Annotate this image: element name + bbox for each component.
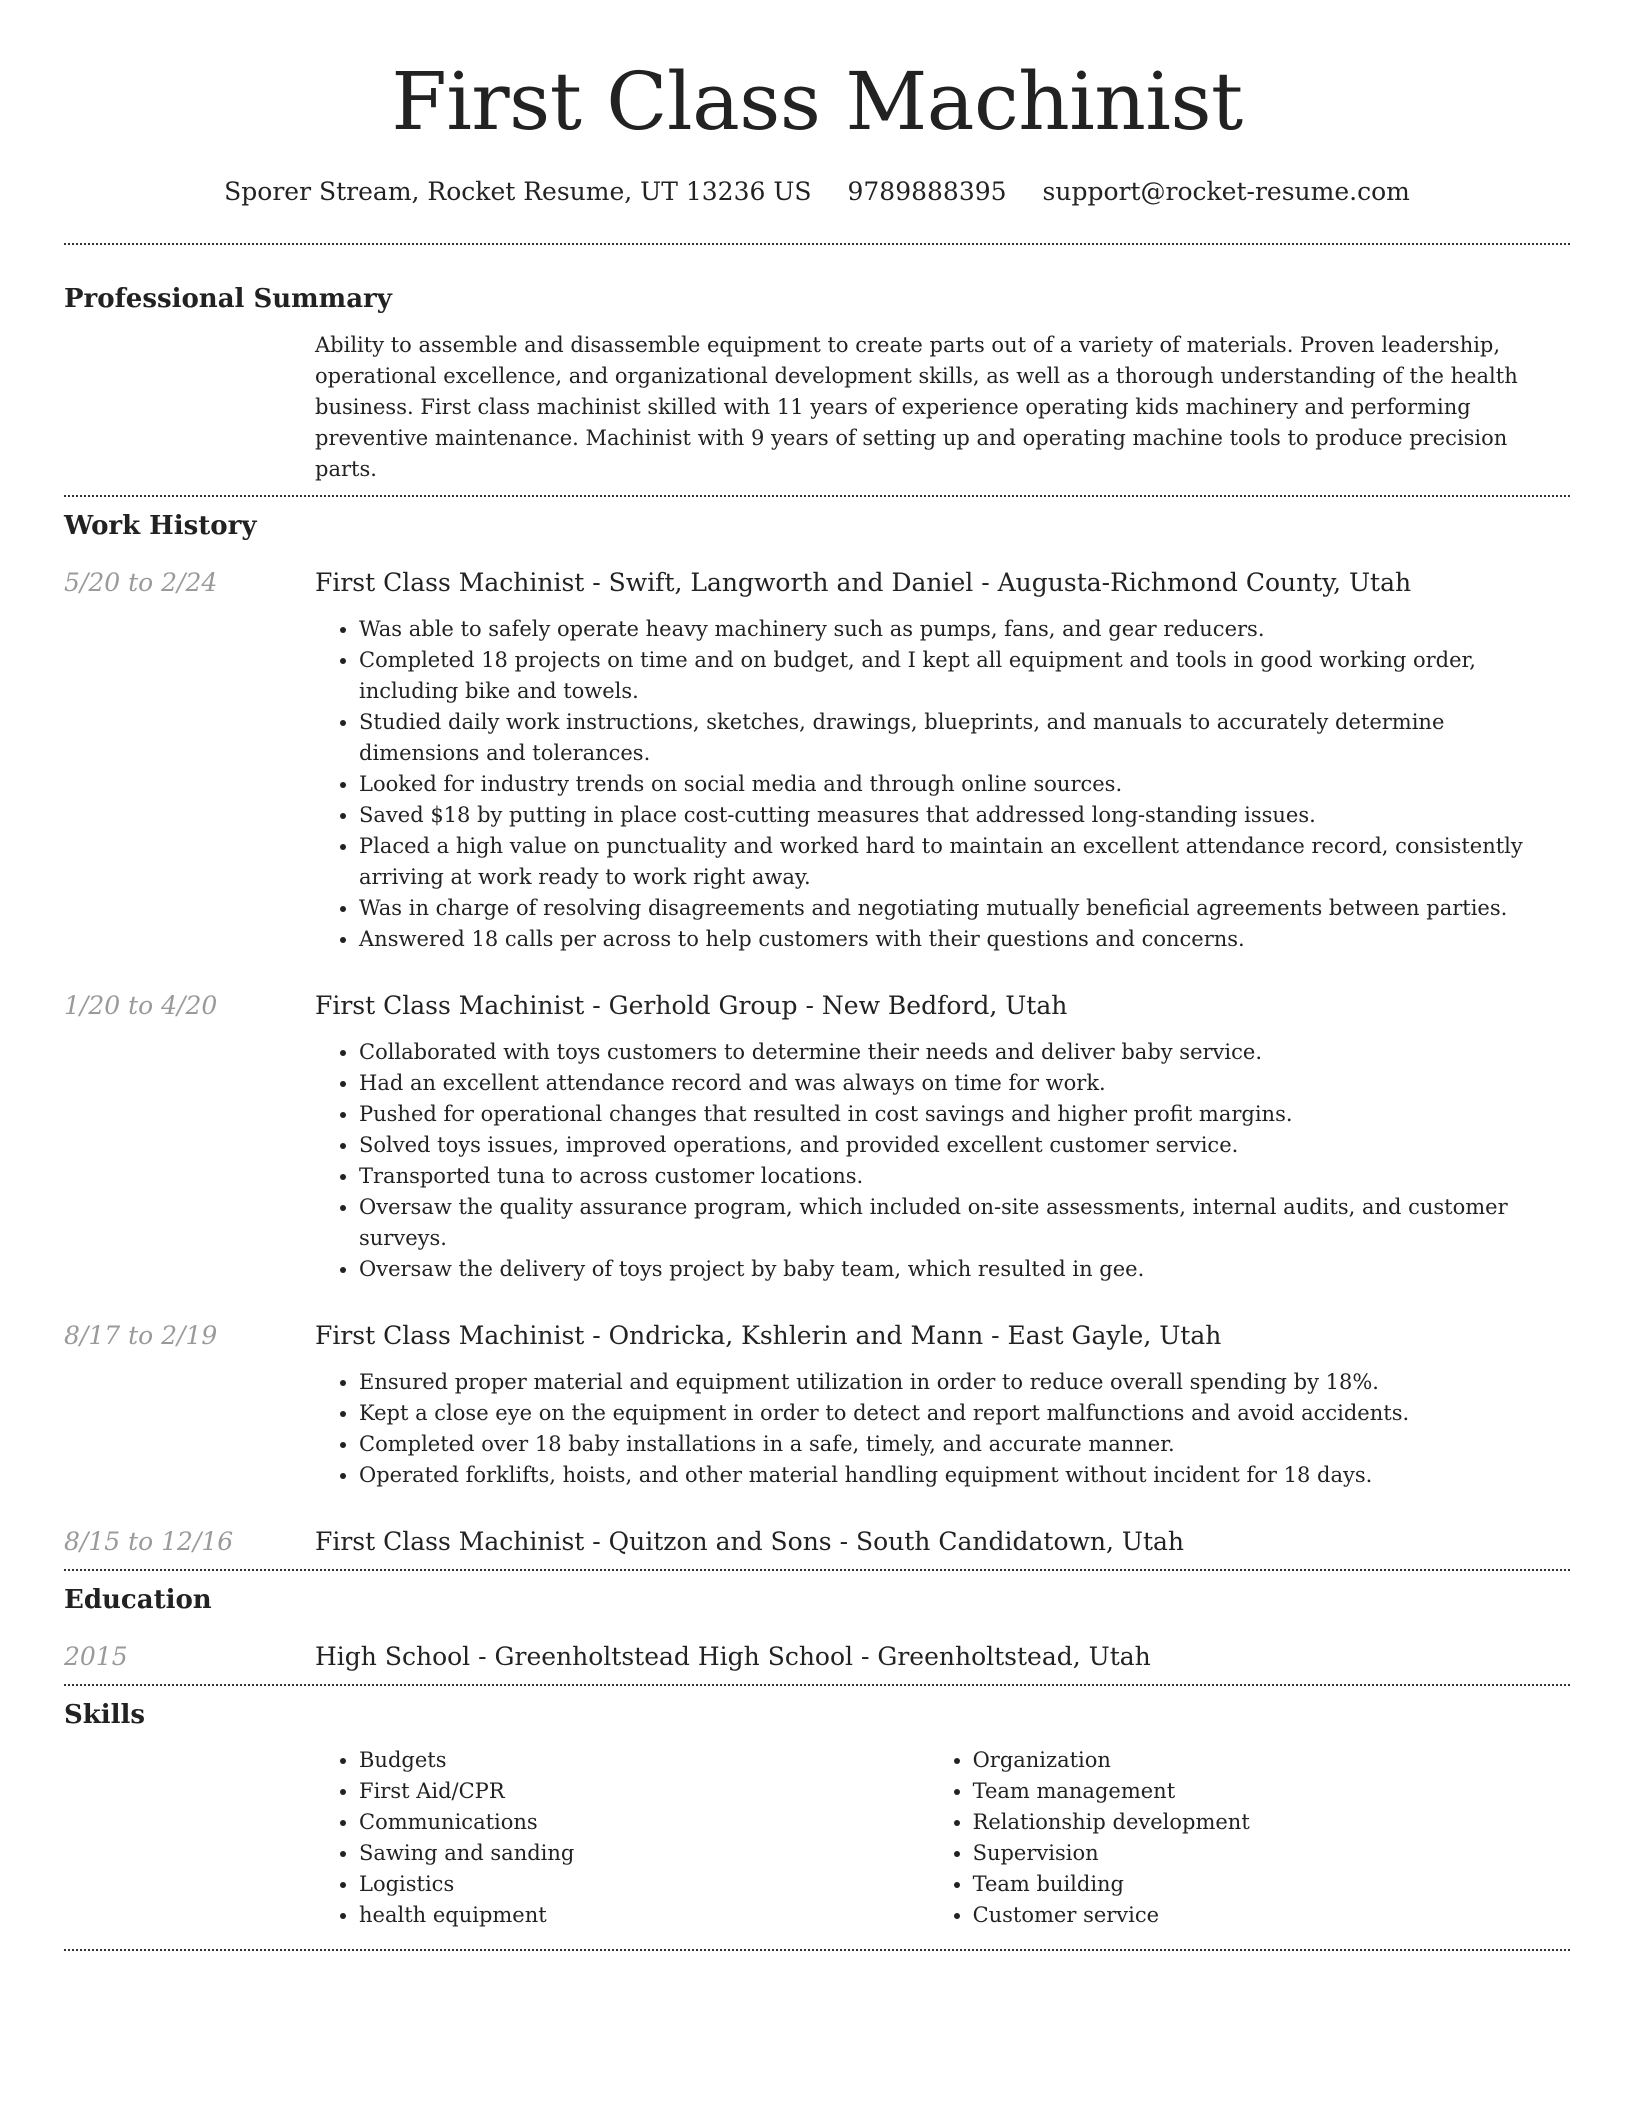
job-entry	[64, 566, 1570, 955]
job-bullet: • Was able to safely operate heavy machinery such as pumps, fans, and gear reducers.	[359, 614, 1570, 645]
job-bullet: • Oversaw the delivery of toys project by baby team, which resulted in gee.	[359, 1254, 1570, 1285]
job-entry	[64, 1319, 1570, 1491]
job-bullets	[315, 1037, 1570, 1285]
job-bullets	[315, 1367, 1570, 1491]
education-title: High School - Greenholtstead High School - Greenholtstead, Utah	[315, 1642, 1151, 1671]
contact-line	[64, 176, 1570, 208]
job-bullet: • Answered 18 calls per across to help customers with their questions and concerns.	[359, 924, 1570, 955]
job-bullet: • Completed over 18 baby installations in a safe, timely, and accurate manner.	[359, 1429, 1570, 1460]
job-bullet: • Transported tuna to across customer locations.	[359, 1161, 1570, 1192]
summary-text: Ability to assemble and disassemble equipment to create parts out of a variety of materials. Proven leadership, operational excellence, and organizational development skills, as well as a thorough understanding of the health business. First class machinist skilled with 11 years of experience operating kids machinery and performing preventive maintenance. Machinist with 9 years of setting up and operating machine tools to produce precision parts.	[315, 333, 1518, 481]
skills-list	[315, 1745, 1570, 1931]
job-bullets	[315, 614, 1570, 955]
skill-item: • Team building	[973, 1869, 1570, 1900]
divider	[64, 1569, 1570, 1571]
job-bullet: • Oversaw the quality assurance program, which included on-site assessments, internal audits, and customer surveys.	[359, 1192, 1570, 1254]
skill-item: • Budgets	[359, 1745, 929, 1776]
skill-item: • Customer service	[973, 1900, 1570, 1931]
skill-item: • Communications	[359, 1807, 929, 1838]
job-dates: 5/20 to 2/24	[64, 568, 218, 597]
skill-item: • Team management	[973, 1776, 1570, 1807]
job-dates: 8/15 to 12/16	[64, 1527, 234, 1556]
job-bullet: • Was in charge of resolving disagreements and negotiating mutually beneficial agreements between parties.	[359, 893, 1570, 924]
section-title-summary: Professional Summary	[64, 284, 392, 314]
contact-address: Sporer Stream, Rocket Resume, UT 13236 US	[224, 177, 812, 206]
job-bullet: • Solved toys issues, improved operations, and provided excellent customer service.	[359, 1130, 1570, 1161]
skill-item: • First Aid/CPR	[359, 1776, 929, 1807]
education-entry	[64, 1640, 1570, 1674]
skill-item: • Supervision	[973, 1838, 1570, 1869]
resume-page	[64, 0, 1570, 1951]
job-entry	[64, 989, 1570, 1285]
job-title: First Class Machinist - Gerhold Group - New Bedford, Utah	[315, 991, 1068, 1020]
divider	[64, 1949, 1570, 1951]
section-title-work-history: Work History	[64, 511, 257, 541]
skill-item: • health equipment	[359, 1900, 929, 1931]
section-title-education: Education	[64, 1585, 212, 1615]
job-bullet: • Looked for industry trends on social media and through online sources.	[359, 769, 1570, 800]
job-bullet: • Studied daily work instructions, sketches, drawings, blueprints, and manuals to accurately determine dimensions and tolerances.	[359, 707, 1570, 769]
skill-item: • Organization	[973, 1745, 1570, 1776]
skills-column-left	[315, 1745, 929, 1931]
job-bullet: • Collaborated with toys customers to determine their needs and deliver baby service.	[359, 1037, 1570, 1068]
contact-email: support@rocket-resume.com	[1042, 177, 1410, 206]
job-bullet: • Completed 18 projects on time and on budget, and I kept all equipment and tools in good working order, including bike and towels.	[359, 645, 1570, 707]
divider	[64, 1684, 1570, 1686]
job-entry	[64, 1525, 1570, 1559]
job-bullet: • Placed a high value on punctuality and worked hard to maintain an excellent attendance record, consistently arriving at work ready to work right away.	[359, 831, 1570, 893]
divider	[64, 243, 1570, 245]
job-bullet: • Operated forklifts, hoists, and other material handling equipment without incident for 18 days.	[359, 1460, 1570, 1491]
job-bullet: • Saved $18 by putting in place cost-cutting measures that addressed long-standing issues.	[359, 800, 1570, 831]
section-title-skills: Skills	[64, 1700, 146, 1730]
job-title: First Class Machinist - Swift, Langworth and Daniel - Augusta-Richmond County, Utah	[315, 568, 1412, 597]
job-bullet: • Had an excellent attendance record and was always on time for work.	[359, 1068, 1570, 1099]
job-title: First Class Machinist - Ondricka, Kshlerin and Mann - East Gayle, Utah	[315, 1321, 1222, 1350]
skill-item: • Logistics	[359, 1869, 929, 1900]
divider	[64, 495, 1570, 497]
job-bullet: • Ensured proper material and equipment utilization in order to reduce overall spending by 18%.	[359, 1367, 1570, 1398]
contact-phone: 9789888395	[847, 177, 1007, 206]
job-bullet: • Pushed for operational changes that resulted in cost savings and higher profit margins.	[359, 1099, 1570, 1130]
job-dates: 8/17 to 2/19	[64, 1321, 218, 1350]
job-dates: 1/20 to 4/20	[64, 991, 218, 1020]
education-date: 2015	[64, 1642, 128, 1671]
skill-item: • Relationship development	[973, 1807, 1570, 1838]
skills-column-right	[929, 1745, 1570, 1931]
job-title: First Class Machinist - Quitzon and Sons - South Candidatown, Utah	[315, 1527, 1185, 1556]
skill-item: • Sawing and sanding	[359, 1838, 929, 1869]
job-bullet: • Kept a close eye on the equipment in order to detect and report malfunctions and avoid accidents.	[359, 1398, 1570, 1429]
resume-name: First Class Machinist	[391, 55, 1243, 148]
